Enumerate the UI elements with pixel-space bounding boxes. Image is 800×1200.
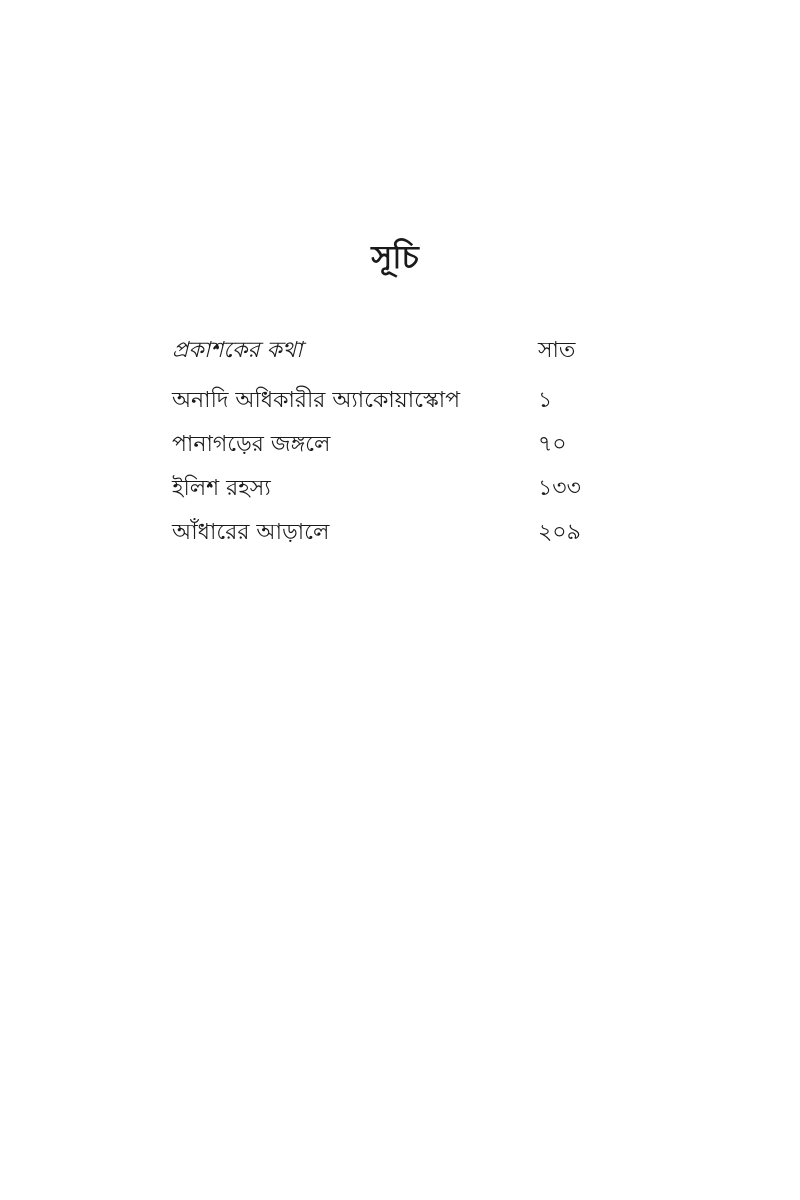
toc-entry-title: অনাদি অধিকারীর অ্যাকোয়াস্কোপ [172,388,461,413]
toc-entry-page-number: ১ [538,388,553,413]
toc-entry [172,424,612,468]
toc-entry [172,330,612,380]
page-title: সূচি [371,238,419,276]
toc-entry [172,512,612,556]
toc-entry-title: প্রকাশকের কথা [172,338,303,363]
toc-entry-title: পানাগড়ের জঙ্গলে [172,432,331,457]
toc-entry-title: আঁধারের আড়ালে [172,520,330,545]
toc-entry-page-number: ১৩৩ [538,476,581,501]
toc-entry-page-number: সাত [538,338,576,363]
toc-entry-page-number: ৭০ [538,432,567,457]
table-of-contents [172,330,612,556]
toc-entry [172,380,612,424]
toc-entry-title: ইলিশ রহস্য [172,476,271,501]
toc-entry-page-number: ২০৯ [538,520,581,545]
toc-entry [172,468,612,512]
